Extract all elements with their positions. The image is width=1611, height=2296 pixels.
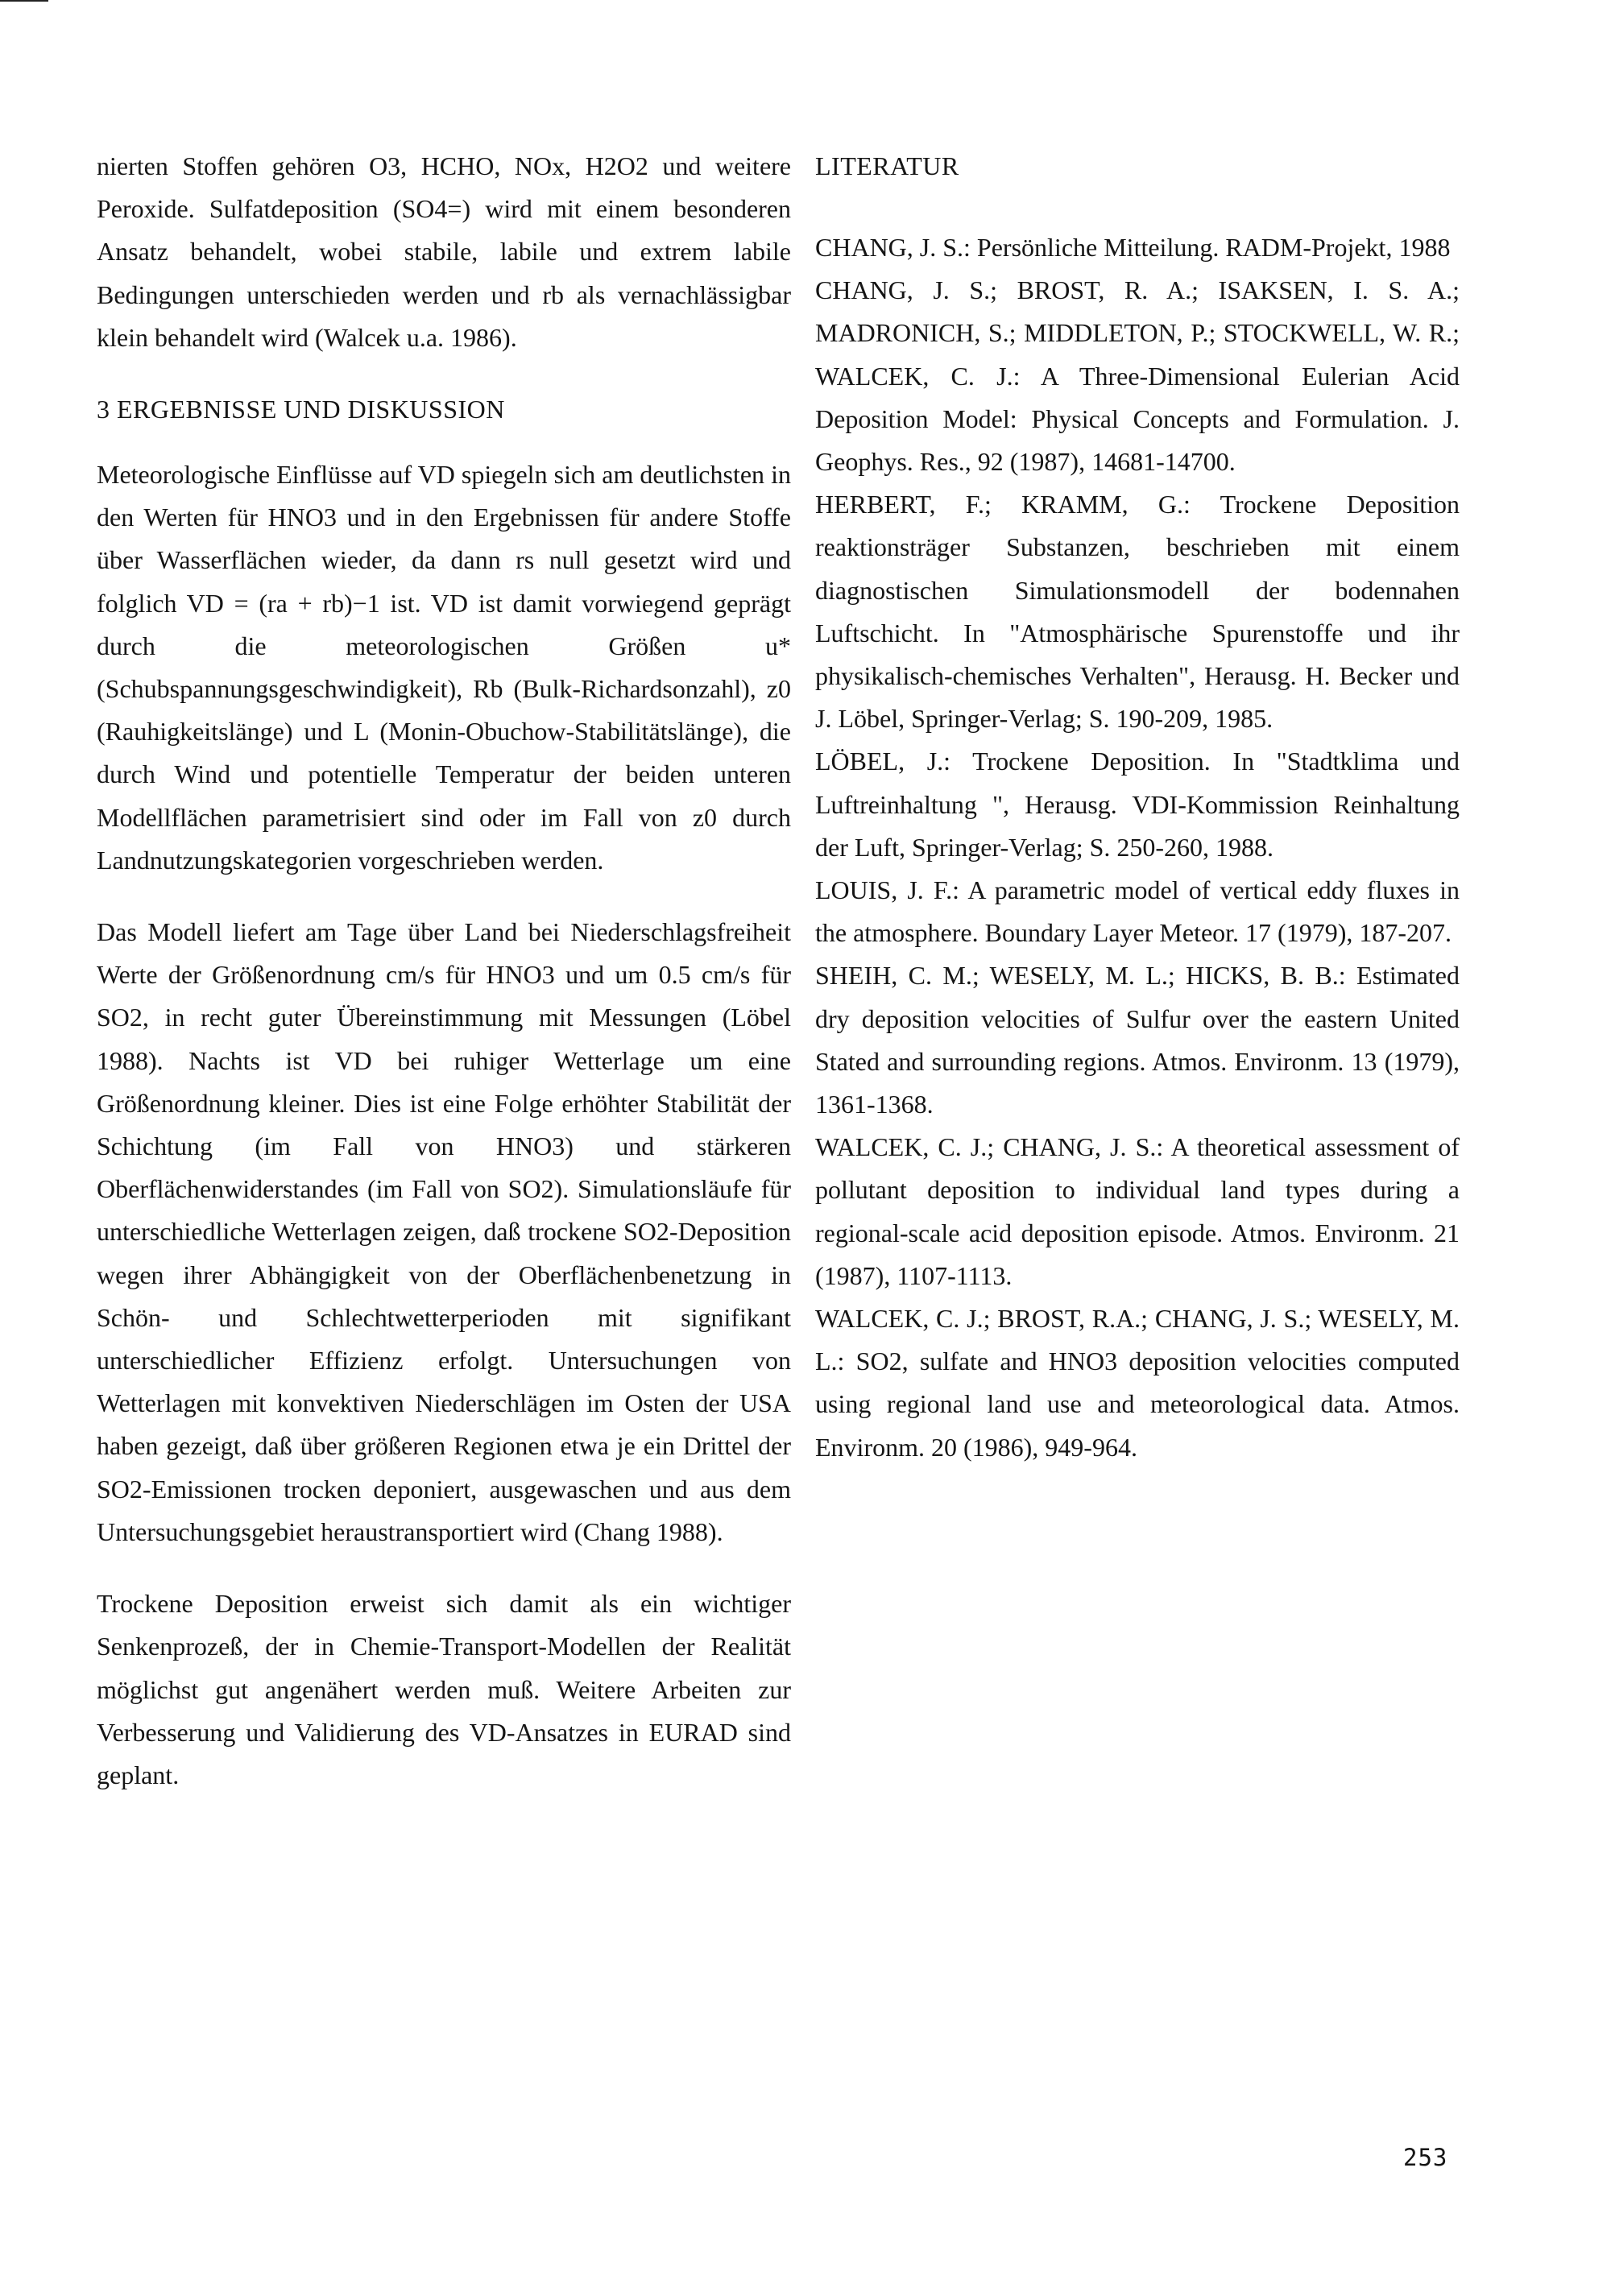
reference-item: WALCEK, C. J.; CHANG, J. S.: A theoretical assessment of pollutant deposition to individual land types during a regional-scale acid deposition episode. Atmos. Environm. 21 (1987), 1107-1113. [815,1132,1460,1290]
section-heading: 3 ERGEBNISSE UND DISKUSSION [97,395,505,424]
left-column [97,145,791,1797]
page-number: 253 [1403,2144,1448,2171]
reference-item: LOUIS, J. F.: A parametric model of vertical eddy fluxes in the atmosphere. Boundary Layer Meteor. 17 (1979), 187-207. [815,875,1460,948]
intro-paragraph: nierten Stoffen gehören O3, HCHO, NOx, H2O2 und weitere Peroxide. Sulfatdeposition (SO4=) wird mit einem besonderen Ansatz behandelt, wobei stabile, labile und extrem labile Bedingungen unterschieden werden und rb als vernachlässigbar klein behandelt wird (Walcek u.a. 1986). [97,151,791,352]
paragraph-meteorological: Meteorologische Einflüsse auf VD spiegeln sich am deutlichsten in den Werten für HNO3 und in den Ergebnissen für andere Stoffe über Wasserflächen wieder, da dann rs null gesetzt wird und folglich VD = (ra + rb)−1 ist. VD ist damit vorwiegend geprägt durch die meteorologischen Größen u* (Schubspannungsgeschwindigkeit), Rb (Bulk-Richardsonzahl), z0 (Rauhigkeitslänge) und L (Monin-Obuchow-Stabilitätslänge), die durch Wind und potentielle Temperatur der beiden unteren Modellflächen parametrisiert sind oder im Fall von z0 durch Landnutzungskategorien vorgeschrieben werden. [97,460,791,875]
reference-item: LÖBEL, J.: Trockene Deposition. In "Stadtklima und Luftreinhaltung ", Herausg. VDI-Kommission Reinhaltung der Luft, Springer-Verlag; S. 250-260, 1988. [815,747,1460,862]
reference-list [815,226,1460,1469]
reference-item: CHANG, J. S.; BROST, R. A.; ISAKSEN, I. S. A.; MADRONICH, S.; MIDDLETON, P.; STOCKWELL, W. R.; WALCEK, C. J.: A Three-Dimensional Eulerian Acid Deposition Model: Physical Concepts and Formulation. J. Geophys. Res., 92 (1987), 14681-14700. [815,275,1460,477]
right-column [815,145,1460,1469]
paragraph-model-results: Das Modell liefert am Tage über Land bei Niederschlagsfreiheit Werte der Größenordnung cm/s für HNO3 und um 0.5 cm/s für SO2, in recht guter Übereinstimmung mit Messungen (Löbel 1988). Nachts ist VD bei ruhiger Wetterlage um eine Größenordnung kleiner. Dies ist eine Folge erhöhter Stabilität der Schichtung (im Fall von HNO3) und stärkeren Oberflächenwiderstandes (im Fall von SO2). Simulationsläufe für unterschiedliche Wetterlagen zeigen, daß trockene SO2-Deposition wegen ihrer Abhängigkeit von der Oberflächenbenetzung in Schön- und Schlechtwetterperioden mit signifikant unterschiedlicher Effizienz erfolgt. Untersuchungen von Wetterlagen mit konvektiven Niederschlägen im Osten der USA haben gezeigt, daß über größeren Regionen etwa je ein Drittel der SO2-Emissionen trocken deponiert, ausgewaschen und aus dem Untersuchungsgebiet heraustransportiert wird (Chang 1988). [97,917,791,1546]
scan-edge-mark [0,0,48,2]
reference-item: WALCEK, C. J.; BROST, R.A.; CHANG, J. S.; WESELY, M. L.: SO2, sulfate and HNO3 deposition velocities computed using regional land use and meteorological data. Atmos. Environm. 20 (1986), 949-964. [815,1304,1460,1462]
reference-item: CHANG, J. S.: Persönliche Mitteilung. RADM-Projekt, 1988 [815,233,1451,262]
reference-item: SHEIH, C. M.; WESELY, M. L.; HICKS, B. B.: Estimated dry deposition velocities of Sulfur over the eastern United Stated and surrounding regions. Atmos. Environm. 13 (1979), 1361-1368. [815,961,1460,1119]
paragraph-conclusion: Trockene Deposition erweist sich damit als ein wichtiger Senkenprozeß, der in Chemie-Transport-Modellen der Realität möglichst gut angenähert werden muß. Weitere Arbeiten zur Verbesserung und Validierung des VD-Ansatzes in EURAD sind geplant. [97,1589,791,1789]
literature-heading: LITERATUR [815,151,959,180]
reference-item: HERBERT, F.; KRAMM, G.: Trockene Deposition reaktionsträger Substanzen, beschrieben mit einem diagnostischen Simulationsmodell der bodennahen Luftschicht. In "Atmosphärische Spurenstoffe und ihr physikalisch-chemisches Verhalten", Herausg. H. Becker und J. Löbel, Springer-Verlag; S. 190-209, 1985. [815,490,1460,734]
